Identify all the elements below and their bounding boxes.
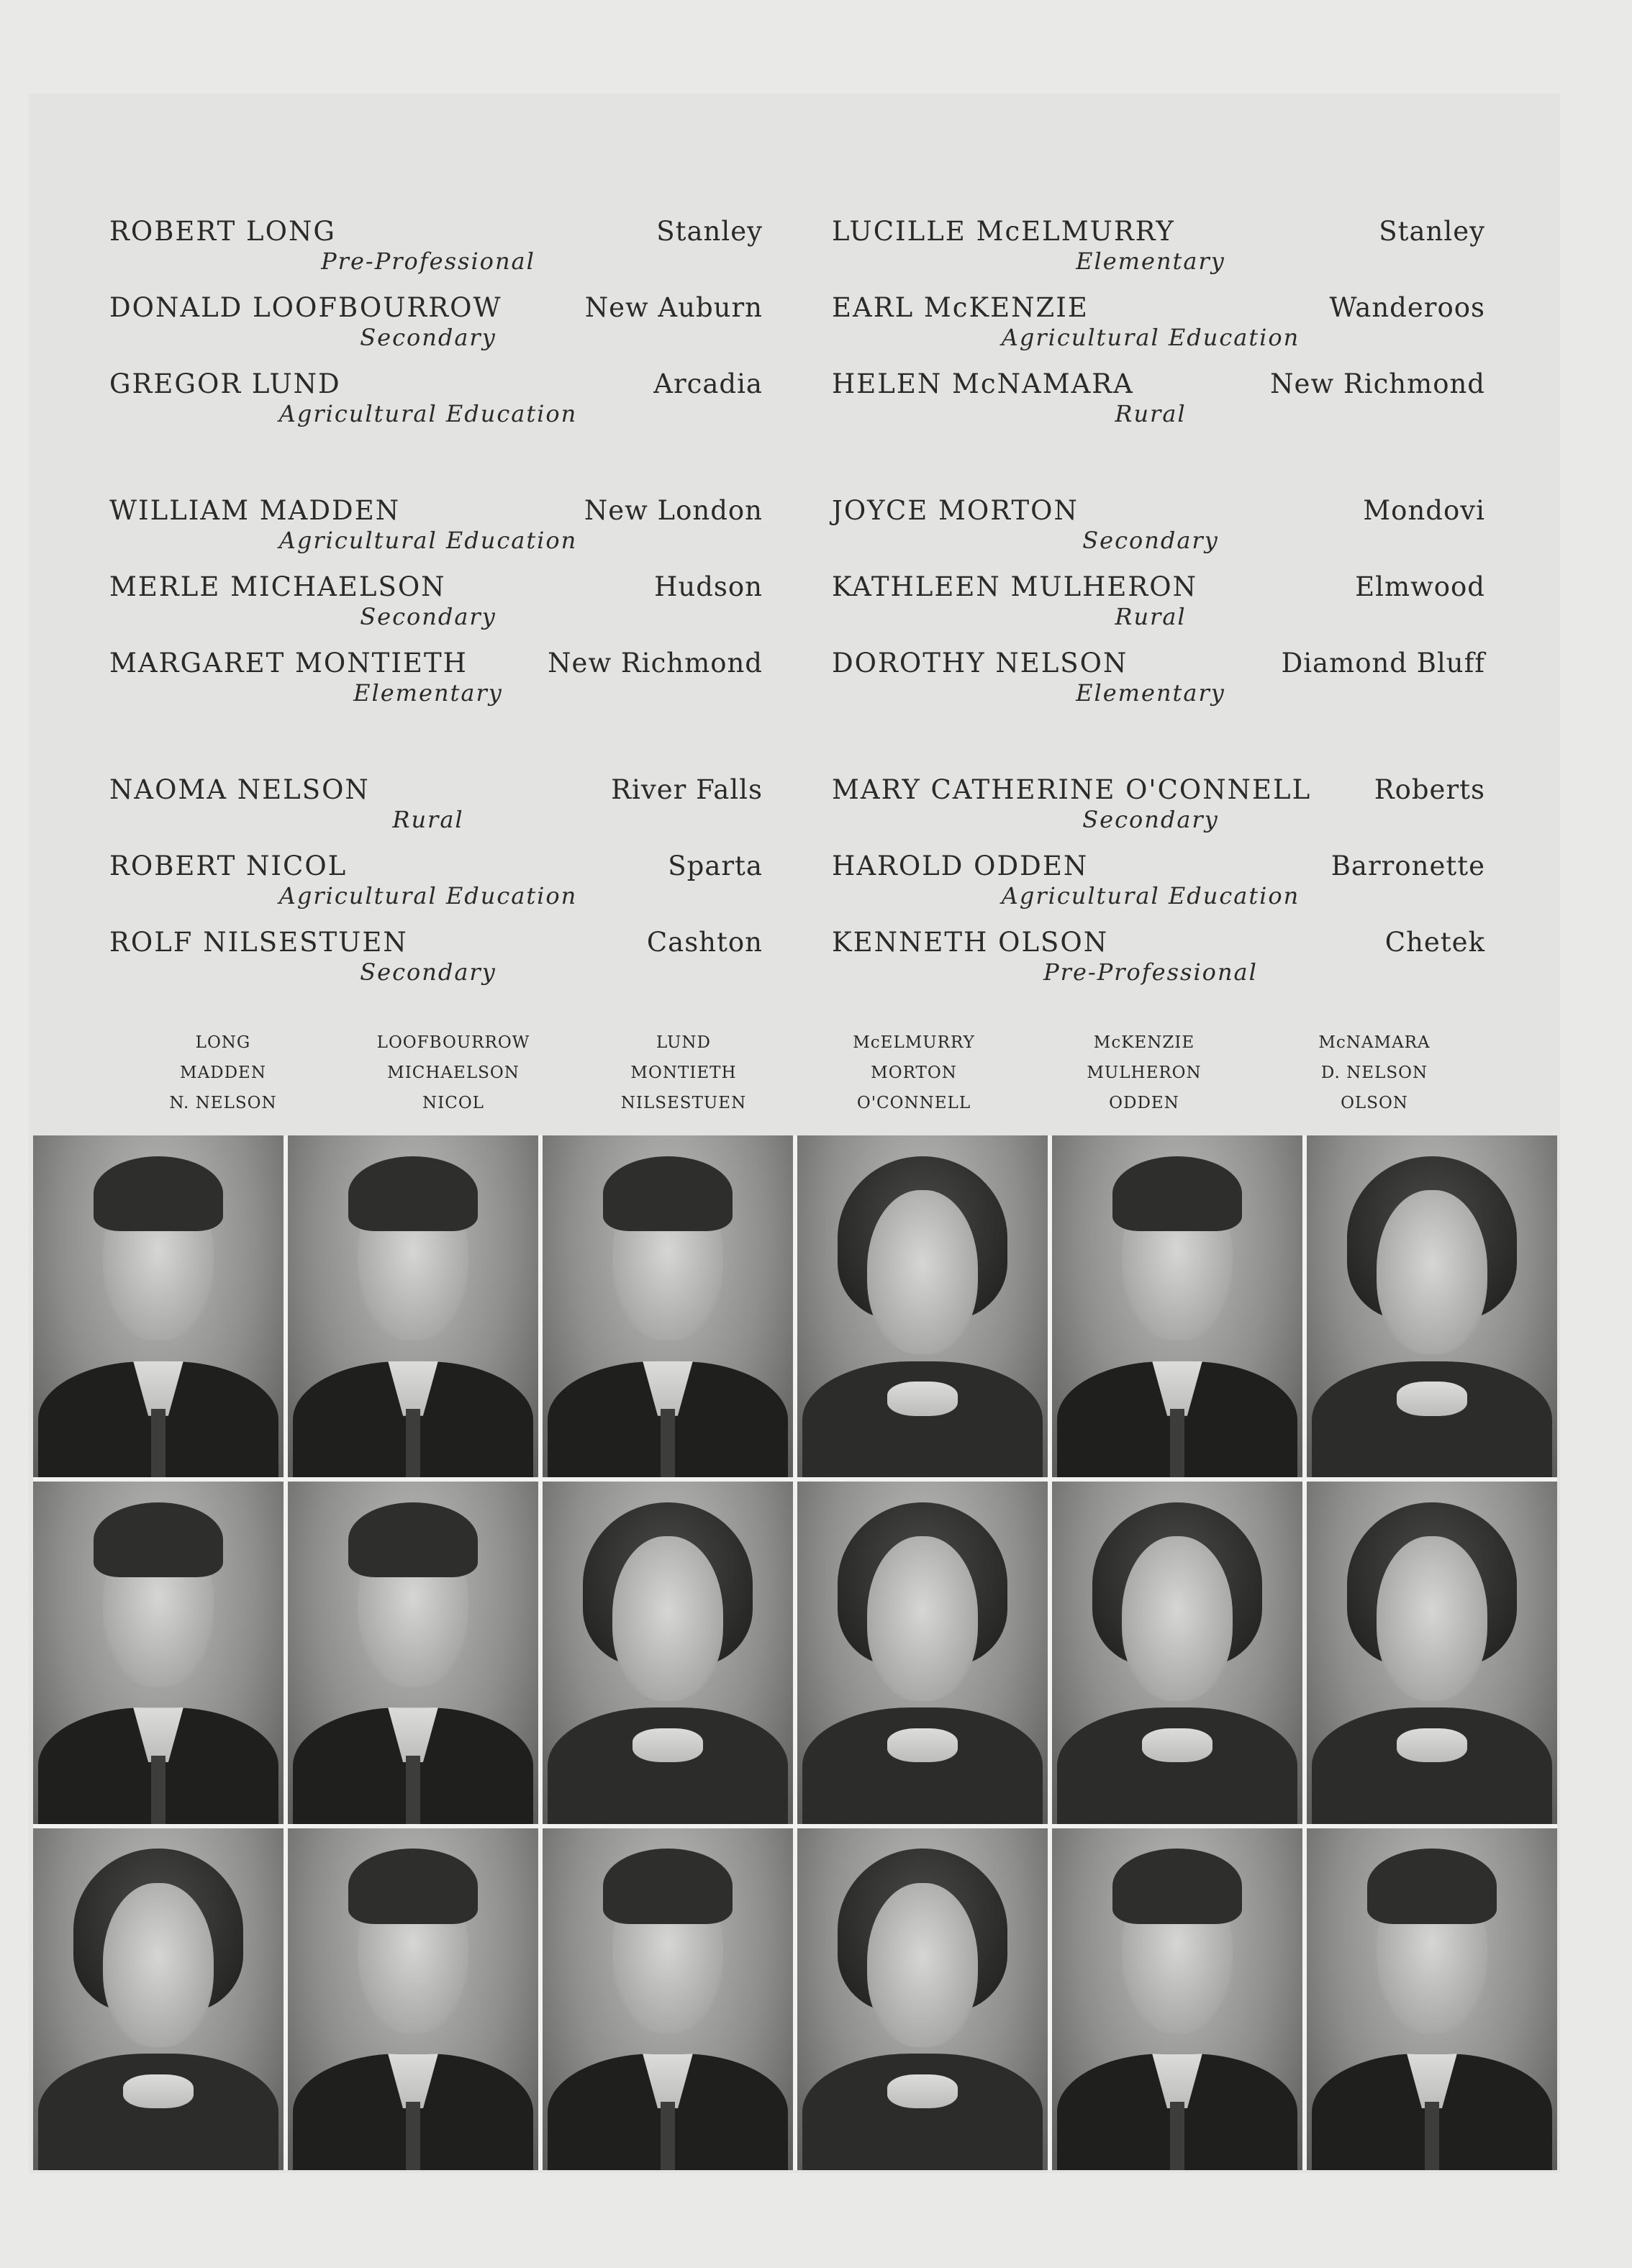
caption-text: NICOL bbox=[422, 1094, 484, 1112]
student-entry bbox=[108, 927, 763, 1003]
caption-text: MULHERON bbox=[1087, 1063, 1202, 1082]
student-name: WILLIAM MADDEN bbox=[109, 495, 401, 526]
photo-captions bbox=[108, 1028, 1490, 1118]
caption-text: MICHAELSON bbox=[387, 1063, 520, 1082]
student-entry bbox=[830, 648, 1485, 724]
student-course: Secondary bbox=[1082, 806, 1219, 833]
student-entry bbox=[830, 292, 1485, 368]
caption-text: NILSESTUEN bbox=[620, 1094, 747, 1112]
student-course: Elementary bbox=[353, 679, 503, 707]
student-entry bbox=[830, 216, 1485, 292]
caption-text: OLSON bbox=[1341, 1094, 1408, 1112]
student-entry bbox=[830, 850, 1485, 927]
caption-column bbox=[338, 1028, 568, 1118]
student-entry bbox=[108, 292, 763, 368]
student-name: NAOMA NELSON bbox=[109, 774, 370, 805]
student-entry bbox=[830, 927, 1485, 1003]
student-entry bbox=[108, 495, 763, 571]
student-course: Secondary bbox=[360, 324, 497, 351]
student-hometown: Hudson bbox=[654, 571, 763, 602]
student-course: Elementary bbox=[1076, 248, 1225, 275]
student-hometown: Roberts bbox=[1374, 774, 1485, 805]
student-entry bbox=[108, 368, 763, 445]
portrait-photo bbox=[33, 1828, 284, 2170]
caption-text: ODDEN bbox=[1109, 1094, 1179, 1112]
student-entry bbox=[830, 495, 1485, 571]
caption-column bbox=[1029, 1028, 1259, 1118]
portrait-photo bbox=[288, 1482, 538, 1823]
caption-text: N. NELSON bbox=[169, 1094, 277, 1112]
portrait-photo bbox=[1307, 1482, 1557, 1823]
student-course: Rural bbox=[1115, 400, 1187, 427]
student-course: Pre-Professional bbox=[321, 248, 535, 275]
student-name: DONALD LOOFBOURROW bbox=[109, 292, 502, 323]
student-entry bbox=[830, 774, 1485, 850]
portrait-photo bbox=[797, 1828, 1048, 2170]
caption-column bbox=[108, 1028, 338, 1118]
student-entry bbox=[830, 571, 1485, 648]
caption-text: McELMURRY bbox=[853, 1033, 975, 1052]
caption-text: MADDEN bbox=[180, 1063, 266, 1082]
entry-group bbox=[108, 774, 763, 1003]
portrait-photo bbox=[1052, 1482, 1302, 1823]
student-entry bbox=[108, 571, 763, 648]
student-course: Secondary bbox=[360, 603, 497, 630]
student-course: Secondary bbox=[360, 958, 497, 986]
student-name: ROBERT LONG bbox=[109, 216, 336, 247]
entry-group bbox=[108, 495, 763, 724]
student-course: Agricultural Education bbox=[1001, 324, 1300, 351]
caption-column bbox=[1259, 1028, 1490, 1118]
caption-text: McNAMARA bbox=[1318, 1033, 1431, 1052]
student-hometown: Arcadia bbox=[653, 368, 763, 399]
student-course: Elementary bbox=[1076, 679, 1225, 707]
student-name: MERLE MICHAELSON bbox=[109, 571, 446, 602]
right-column bbox=[830, 216, 1485, 1053]
student-hometown: Diamond Bluff bbox=[1281, 648, 1485, 679]
entry-group bbox=[830, 495, 1485, 724]
student-hometown: River Falls bbox=[611, 774, 763, 805]
portrait-photo bbox=[1052, 1135, 1302, 1477]
left-column bbox=[108, 216, 763, 1053]
student-name: KATHLEEN MULHERON bbox=[832, 571, 1197, 602]
portrait-grid bbox=[33, 1135, 1557, 2170]
student-course: Rural bbox=[392, 806, 464, 833]
entry-group bbox=[830, 774, 1485, 1003]
portrait-photo bbox=[1052, 1828, 1302, 2170]
student-hometown: Stanley bbox=[656, 216, 763, 247]
student-name: KENNETH OLSON bbox=[832, 927, 1109, 958]
student-hometown: Chetek bbox=[1384, 927, 1485, 958]
student-name: HAROLD ODDEN bbox=[832, 850, 1089, 881]
caption-text: LUND bbox=[656, 1033, 711, 1052]
portrait-photo bbox=[33, 1482, 284, 1823]
student-hometown: Barronette bbox=[1330, 850, 1485, 881]
student-hometown: Mondovi bbox=[1363, 495, 1485, 526]
student-entry bbox=[108, 216, 763, 292]
portrait-photo bbox=[797, 1482, 1048, 1823]
caption-column bbox=[568, 1028, 799, 1118]
portrait-photo bbox=[33, 1135, 284, 1477]
caption-text: MORTON bbox=[871, 1063, 957, 1082]
caption-column bbox=[799, 1028, 1029, 1118]
entry-group bbox=[108, 216, 763, 445]
student-name: MARGARET MONTIETH bbox=[109, 648, 468, 679]
portrait-photo bbox=[543, 1828, 793, 2170]
student-course: Agricultural Education bbox=[278, 400, 578, 427]
student-name: MARY CATHERINE O'CONNELL bbox=[832, 774, 1312, 805]
caption-text: McKENZIE bbox=[1093, 1033, 1195, 1052]
student-name: GREGOR LUND bbox=[109, 368, 341, 399]
student-name: EARL McKENZIE bbox=[832, 292, 1089, 323]
student-name: LUCILLE McELMURRY bbox=[832, 216, 1175, 247]
student-hometown: New London bbox=[584, 495, 763, 526]
student-course: Pre-Professional bbox=[1043, 958, 1258, 986]
student-hometown: Cashton bbox=[646, 927, 763, 958]
portrait-photo bbox=[543, 1135, 793, 1477]
student-course: Agricultural Education bbox=[1001, 882, 1300, 910]
caption-text: O'CONNELL bbox=[856, 1094, 971, 1112]
portrait-photo bbox=[288, 1828, 538, 2170]
entry-group bbox=[830, 216, 1485, 445]
caption-text: D. NELSON bbox=[1320, 1063, 1428, 1082]
student-hometown: Sparta bbox=[668, 850, 763, 881]
portrait-photo bbox=[797, 1135, 1048, 1477]
portrait-photo bbox=[543, 1482, 793, 1823]
student-hometown: Wanderoos bbox=[1329, 292, 1485, 323]
caption-text: MONTIETH bbox=[630, 1063, 737, 1082]
student-course: Agricultural Education bbox=[278, 882, 578, 910]
portrait-photo bbox=[1307, 1828, 1557, 2170]
student-hometown: New Auburn bbox=[584, 292, 763, 323]
caption-text: LONG bbox=[195, 1033, 251, 1052]
student-entry bbox=[108, 774, 763, 850]
portrait-photo bbox=[1307, 1135, 1557, 1477]
student-hometown: Stanley bbox=[1379, 216, 1485, 247]
student-name: ROBERT NICOL bbox=[109, 850, 348, 881]
student-name: ROLF NILSESTUEN bbox=[109, 927, 408, 958]
caption-text: LOOFBOURROW bbox=[376, 1033, 530, 1052]
student-course: Secondary bbox=[1082, 527, 1219, 554]
portrait-photo bbox=[288, 1135, 538, 1477]
student-hometown: Elmwood bbox=[1355, 571, 1485, 602]
student-course: Rural bbox=[1115, 603, 1187, 630]
student-course: Agricultural Education bbox=[278, 527, 578, 554]
student-hometown: New Richmond bbox=[1270, 368, 1485, 399]
student-name: DOROTHY NELSON bbox=[832, 648, 1128, 679]
student-hometown: New Richmond bbox=[548, 648, 763, 679]
student-entry bbox=[108, 648, 763, 724]
student-entry bbox=[108, 850, 763, 927]
student-name: JOYCE MORTON bbox=[832, 495, 1079, 526]
student-entry bbox=[830, 368, 1485, 445]
student-name: HELEN McNAMARA bbox=[832, 368, 1134, 399]
